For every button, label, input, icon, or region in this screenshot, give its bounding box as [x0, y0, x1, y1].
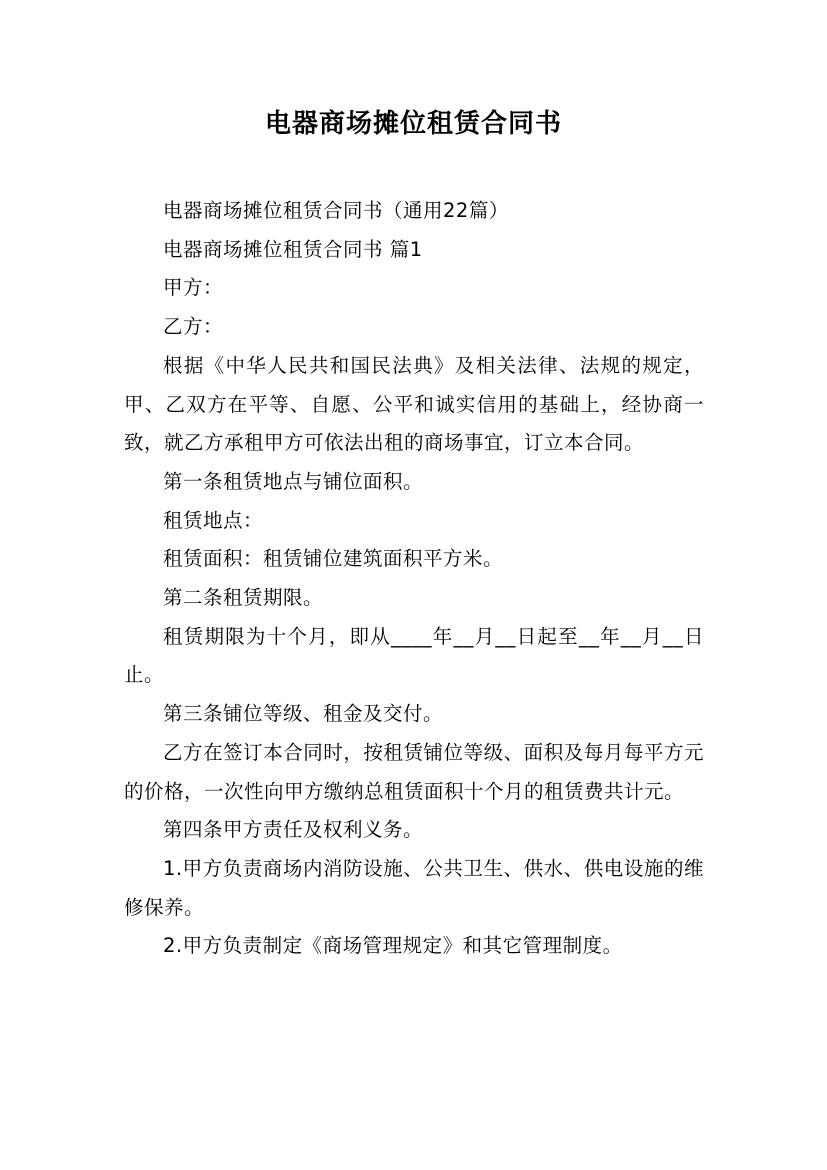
paragraph-preamble: 根据《中华人民共和国民法典》及相关法律、法规的规定，甲、乙双方在平等、自愿、公平和诚实信用的基础上，经协商一致，就乙方承租甲方可依法出租的商场事宜，订立本合同。 [124, 353, 704, 455]
paragraph-clause-2: 2.甲方负责制定《商场管理规定》和其它管理制度。 [163, 934, 623, 958]
document-body [124, 192, 704, 966]
paragraph-clause-1: 1.甲方负责商场内消防设施、公共卫生、供水、供电设施的维修保养。 [124, 856, 704, 919]
paragraph-party-b: 乙方： [163, 315, 224, 339]
paragraph-heading: 电器商场摊位租赁合同书（通用22篇） [163, 199, 509, 222]
paragraph-article-4: 第四条甲方责任及权利义务。 [163, 818, 424, 842]
document-title: 电器商场摊位租赁合同书 [264, 109, 562, 139]
paragraph-article-3: 第三条铺位等级、租金及交付。 [163, 702, 444, 726]
paragraph-payment: 乙方在签订本合同时，按租赁铺位等级、面积及每月每平方元的价格，一次性向甲方缴纳总租赁面积十个月的租赁费共计元。 [124, 740, 704, 803]
paragraph-location: 租赁地点： [163, 508, 264, 532]
paragraph-section-title: 电器商场摊位租赁合同书 篇1 [163, 237, 423, 261]
paragraph-area: 租赁面积：租赁铺位建筑面积平方米。 [163, 547, 504, 571]
paragraph-term: 租赁期限为十个月，即从____年__月__日起至__年__月__日止。 [124, 624, 704, 687]
paragraph-party-a: 甲方： [163, 276, 224, 300]
paragraph-article-1: 第一条租赁地点与铺位面积。 [163, 469, 424, 493]
paragraph-article-2: 第二条租赁期限。 [163, 586, 324, 610]
